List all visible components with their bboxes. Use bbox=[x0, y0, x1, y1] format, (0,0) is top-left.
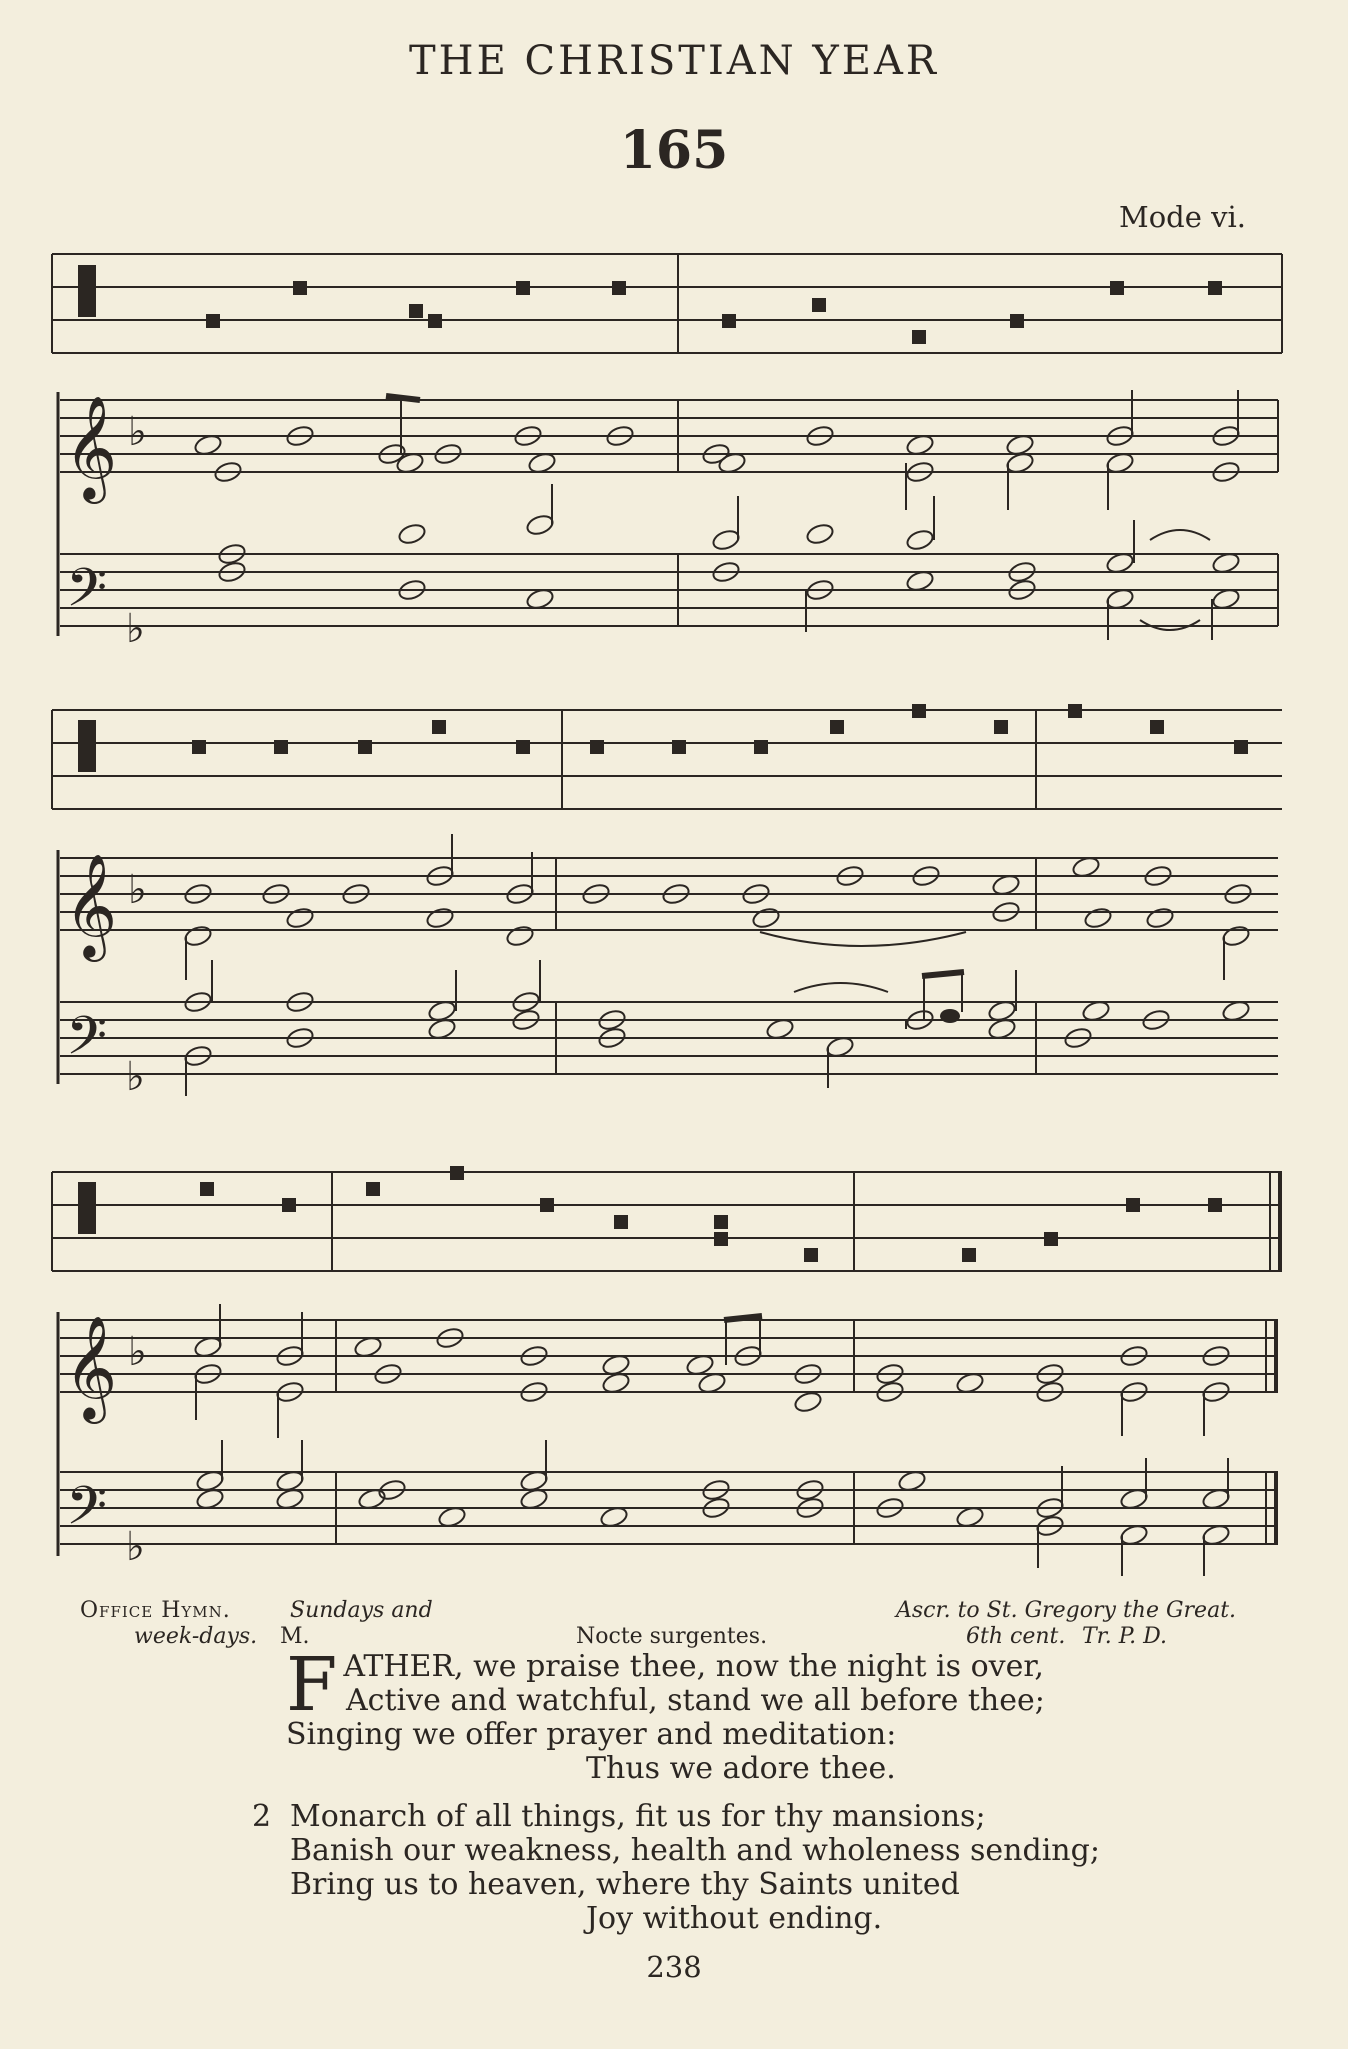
svg-text:𝄞: 𝄞 bbox=[64, 853, 118, 958]
running-title: THE CHRISTIAN YEAR bbox=[409, 38, 939, 84]
office-hymn-text: Office Hymn. bbox=[80, 1598, 231, 1623]
verse-2 bbox=[252, 1799, 1190, 1936]
svg-text:♭: ♭ bbox=[126, 1054, 145, 1100]
translator-text: Tr. P. D. bbox=[1082, 1624, 1167, 1649]
days-label-a bbox=[290, 1598, 433, 1623]
verse-line: Active and watchful, stand we all before thee; bbox=[346, 1683, 1045, 1718]
notes-system-1 bbox=[193, 390, 1241, 640]
latin-title-text: Nocte surgentes. bbox=[576, 1624, 768, 1649]
verse-number: 2 bbox=[252, 1799, 272, 1834]
svg-text:𝄢: 𝄢 bbox=[66, 1006, 108, 1080]
svg-text:𝄞: 𝄞 bbox=[64, 395, 118, 500]
svg-text:♭: ♭ bbox=[128, 1329, 147, 1375]
svg-text:♭: ♭ bbox=[128, 409, 147, 455]
verse-line: Bring us to heaven, where thy Saints united bbox=[290, 1867, 960, 1902]
verse-line: ATHER, we praise thee, now the night is over, bbox=[343, 1649, 1044, 1684]
verse-line: Banish our weakness, health and wholeness sending; bbox=[290, 1833, 1100, 1868]
plainsong-staff-2 bbox=[52, 704, 1282, 809]
svg-text:𝄢: 𝄢 bbox=[66, 1476, 108, 1550]
svg-text:𝄢: 𝄢 bbox=[66, 558, 108, 632]
days-label-b bbox=[134, 1624, 257, 1649]
bass-staff-3 bbox=[58, 1312, 1278, 1570]
century-label bbox=[966, 1624, 1065, 1649]
page-number: 238 bbox=[646, 1950, 702, 1984]
office-hymn-label bbox=[80, 1598, 231, 1623]
svg-text:♭: ♭ bbox=[128, 867, 147, 913]
mode-label: Mode vi. bbox=[1119, 200, 1246, 234]
verse-line: Monarch of all things, fit us for thy mansions; bbox=[290, 1799, 986, 1834]
notes-system-3 bbox=[193, 1304, 1231, 1576]
bass-staff-2 bbox=[58, 850, 1278, 1100]
verse-line: Singing we offer prayer and meditation: bbox=[286, 1717, 897, 1752]
svg-text:♭: ♭ bbox=[126, 1524, 145, 1570]
author-label bbox=[896, 1598, 1236, 1623]
verse-line: Thus we adore thee. bbox=[586, 1751, 896, 1786]
days-text-a: Sundays and bbox=[290, 1598, 433, 1623]
author-text: Ascr. to St. Gregory the Great. bbox=[896, 1598, 1237, 1623]
plainsong-staff-3 bbox=[52, 1166, 1282, 1271]
treble-staff-1 bbox=[60, 395, 1278, 504]
verse-line: Joy without ending. bbox=[586, 1901, 883, 1936]
verse-1 bbox=[286, 1642, 1186, 1786]
svg-text:♭: ♭ bbox=[126, 606, 145, 652]
drop-cap: F bbox=[286, 1642, 338, 1728]
svg-text:𝄞: 𝄞 bbox=[64, 1315, 118, 1420]
century-text: 6th cent. bbox=[966, 1624, 1066, 1649]
translator-label bbox=[1082, 1624, 1167, 1649]
latin-title bbox=[576, 1624, 767, 1649]
hymn-number: 165 bbox=[619, 120, 729, 181]
treble-staff-3 bbox=[60, 1315, 1278, 1424]
use-text: M. bbox=[280, 1624, 310, 1649]
days-text-b: week-days. bbox=[134, 1624, 258, 1649]
bass-staff-1 bbox=[58, 392, 1278, 652]
plainsong-staff-1 bbox=[52, 254, 1282, 353]
